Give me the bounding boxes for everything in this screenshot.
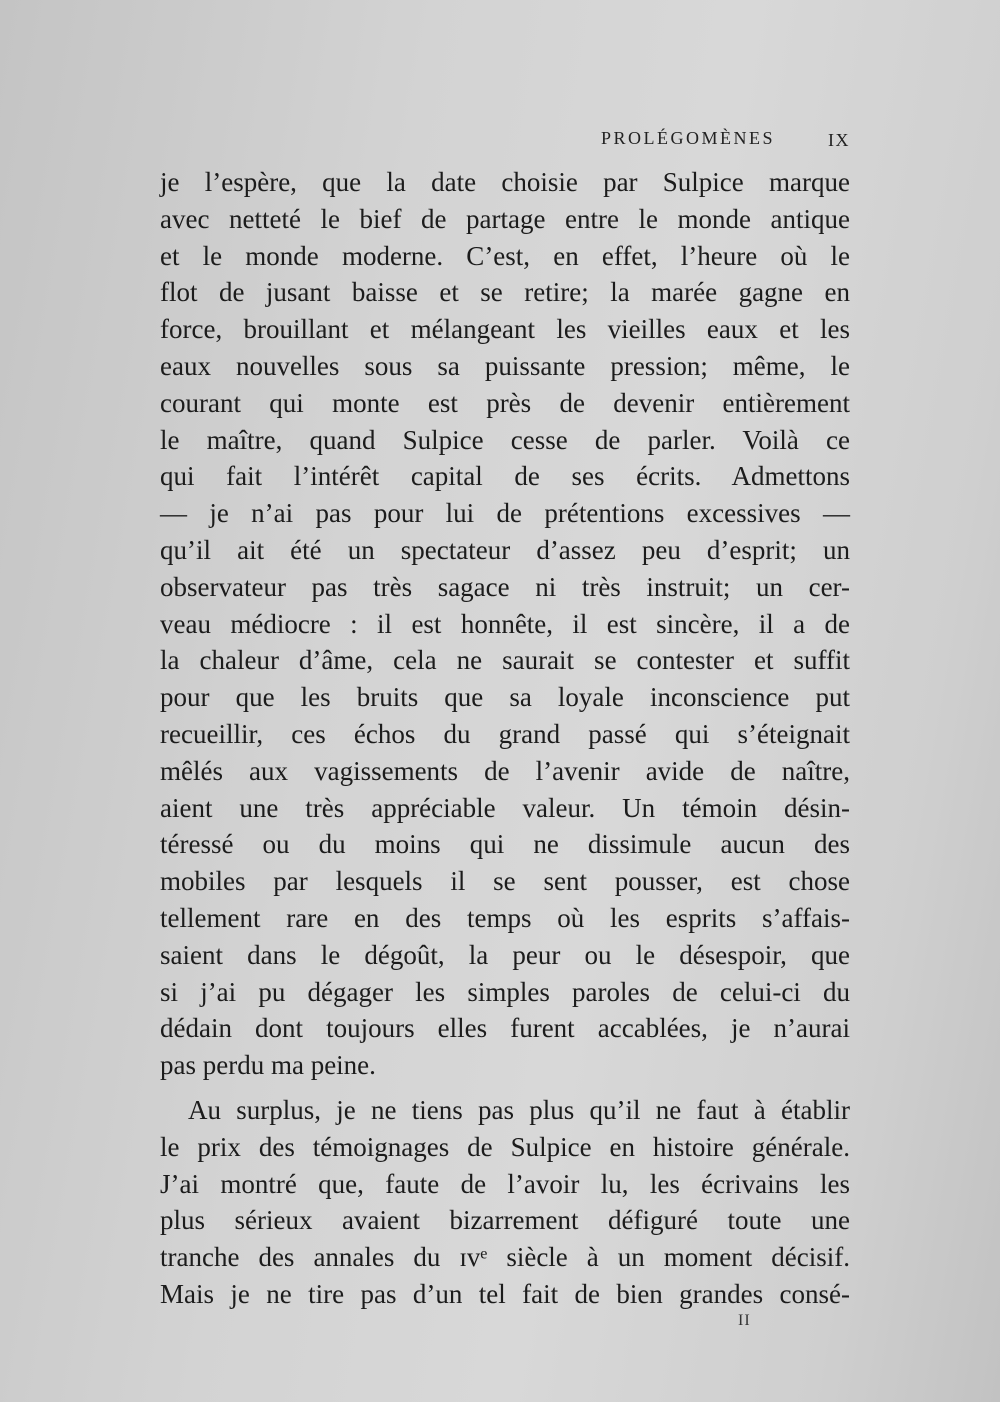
text-line: veau médiocre : il est honnête, il est sincère, il a de: [160, 608, 850, 639]
text-line: dédain dont toujours elles furent accablées, je n’aurai: [160, 1013, 850, 1044]
text-line: si j’ai pu dégager les simples paroles de celui-ci du: [160, 976, 850, 1007]
text-line: téressé ou du moins qui ne dissimule aucun des: [160, 829, 850, 860]
text-line: force, brouillant et mélangeant les vieilles eaux et les: [160, 314, 850, 345]
text-line: flot de jusant baisse et se retire; la marée gagne en: [160, 277, 850, 308]
text-line: tellement rare en des temps où les esprits s’affais-: [160, 902, 850, 933]
text-line: plus sérieux avaient bizarrement défiguré toute une: [160, 1205, 850, 1236]
signature-mark: II: [738, 1312, 751, 1329]
paragraph-gap: [160, 1084, 850, 1092]
text-line: pas perdu ma peine.: [160, 1050, 376, 1081]
page-number: IX: [828, 130, 850, 150]
text-line: aient une très appréciable valeur. Un témoin désin-: [160, 792, 850, 823]
text-line: courant qui monte est près de devenir entièrement: [160, 387, 850, 418]
text-line: recueillir, ces échos du grand passé qui s’éteignait: [160, 718, 850, 749]
text-line: saient dans le dégoût, la peur ou le désespoir, que: [160, 939, 850, 970]
text-line: et le monde moderne. C’est, en effet, l’heure où le: [160, 240, 850, 271]
text-line: observateur pas très sagace ni très instruit; un cer-: [160, 571, 850, 602]
running-head: [160, 128, 850, 158]
text-line: tranche des annales du ɪᴠᵉ siècle à un moment décisif.: [160, 1242, 850, 1273]
text-line: le prix des témoignages de Sulpice en histoire générale.: [160, 1131, 850, 1162]
text-line: — je n’ai pas pour lui de prétentions excessives —: [160, 498, 850, 529]
text-line: eaux nouvelles sous sa puissante pression; même, le: [160, 350, 850, 381]
text-line: Mais je ne tire pas d’un tel fait de bien grandes consé-: [160, 1278, 850, 1309]
text-line: mobiles par lesquels il se sent pousser, est chose: [160, 866, 850, 897]
text-line: J’ai montré que, faute de l’avoir lu, les écrivains les: [160, 1168, 850, 1199]
text-line: Au surplus, je ne tiens pas plus qu’il ne faut à établir: [188, 1094, 850, 1125]
text-line: pour que les bruits que sa loyale inconscience put: [160, 682, 850, 713]
text-line: le maître, quand Sulpice cesse de parler. Voilà ce: [160, 424, 850, 455]
text-line: mêlés aux vagissements de l’avenir avide de naître,: [160, 755, 850, 786]
text-line: qui fait l’intérêt capital de ses écrits. Admettons: [160, 461, 850, 492]
text-line: je l’espère, que la date choisie par Sulpice marque: [160, 167, 850, 197]
text-line: la chaleur d’âme, cela ne saurait se contester et suffit: [160, 645, 850, 676]
text-line: avec netteté le bief de partage entre le monde antique: [160, 203, 850, 234]
body-text: [160, 164, 850, 1313]
running-head-title: PROLÉGOMÈNES: [600, 128, 775, 148]
text-line: qu’il ait été un spectateur d’assez peu d’esprit; un: [160, 534, 850, 565]
